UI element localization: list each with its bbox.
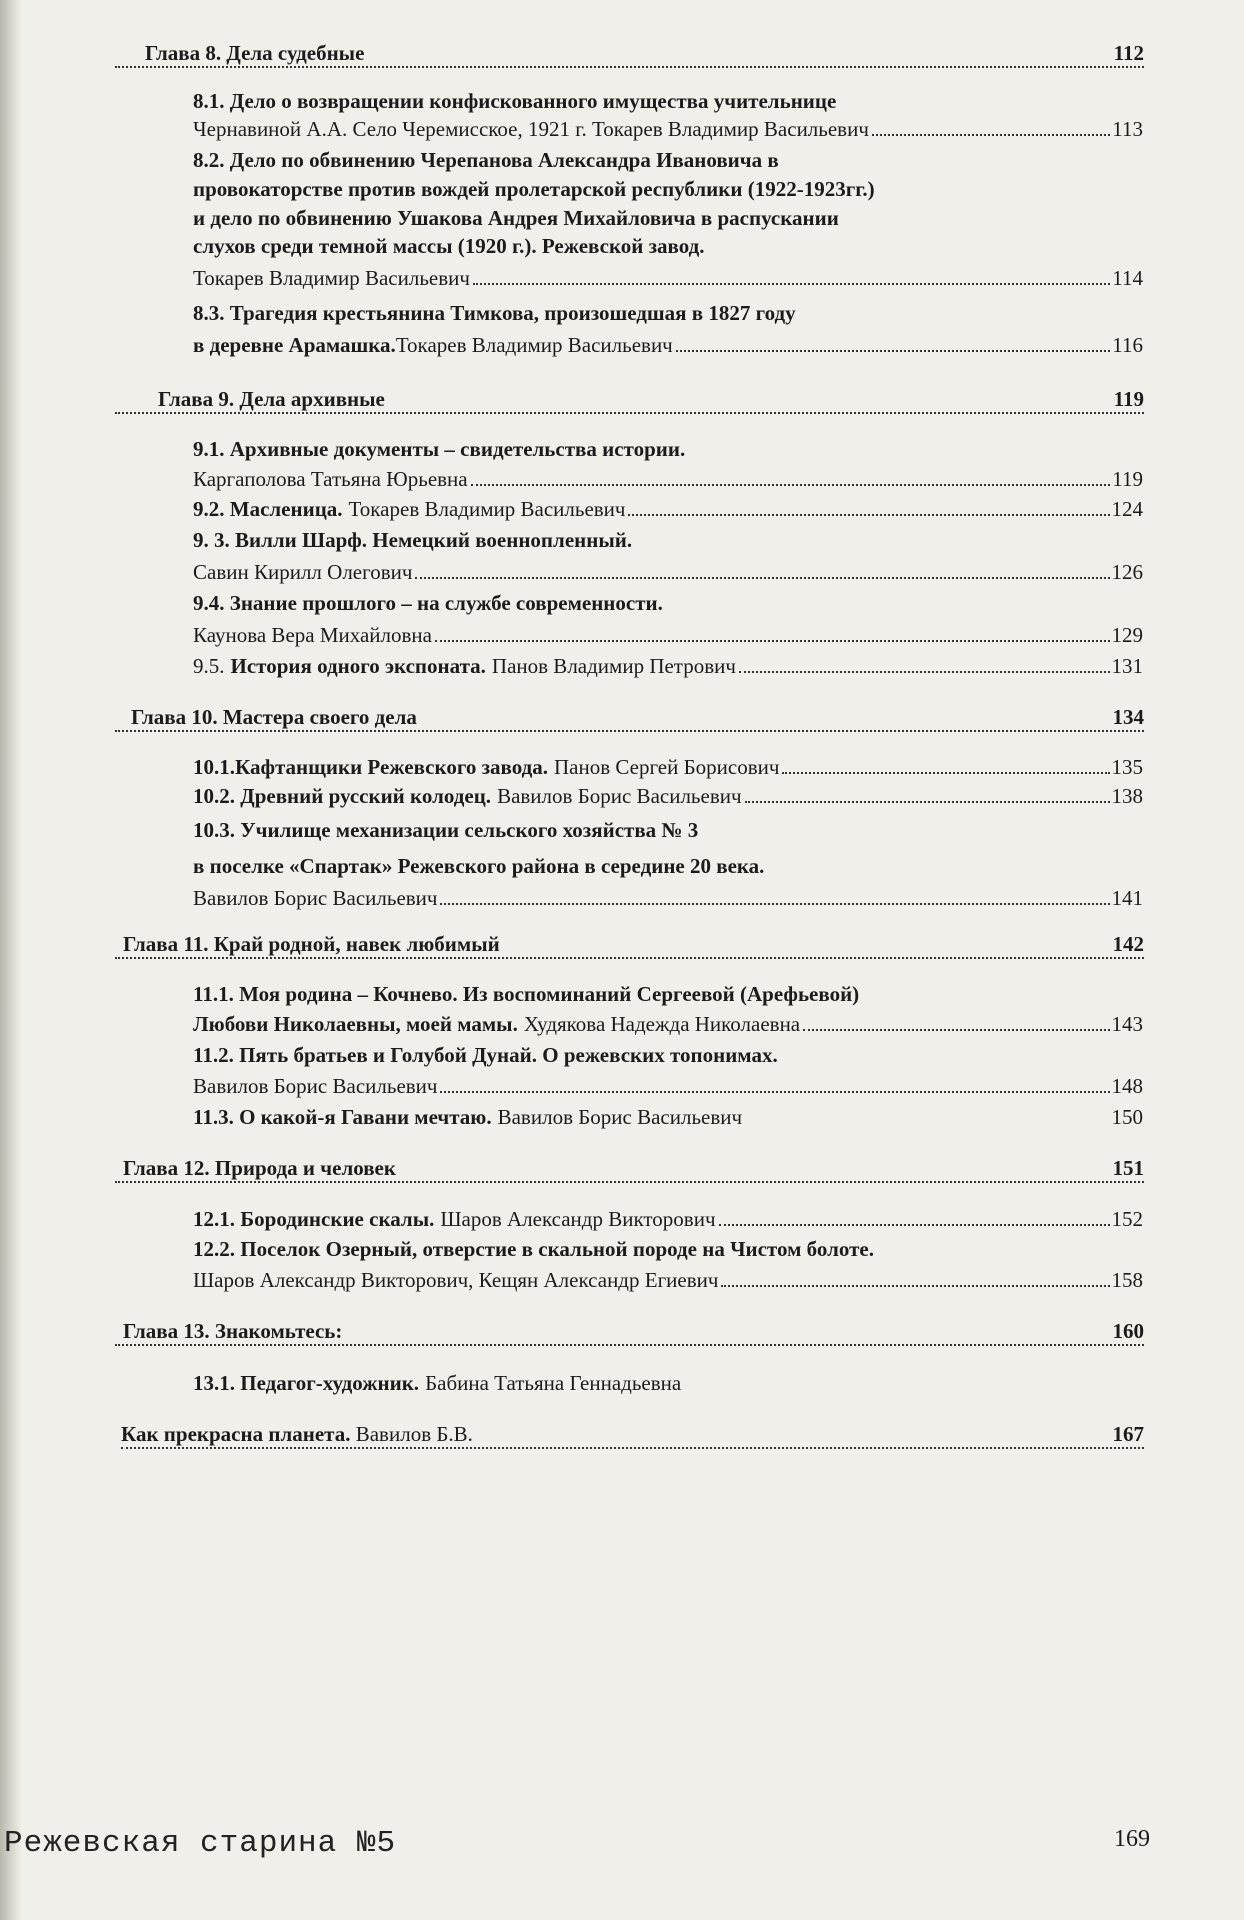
chapter-title: Глава 10. Мастера своего дела xyxy=(131,705,417,729)
toc-entry-13-1 xyxy=(193,1366,1143,1396)
entry-page: 126 xyxy=(1111,560,1143,584)
dot-leader xyxy=(471,484,1111,486)
chapter-page: 151 xyxy=(1112,1156,1144,1180)
chapter-page: 160 xyxy=(1112,1319,1144,1343)
entry-author: Вавилов Борис Васильевич xyxy=(497,1105,743,1129)
entry-page: 135 xyxy=(1111,755,1143,779)
toc-entry-9-3-line1 xyxy=(193,523,1143,553)
toc-entry-9-1-author xyxy=(193,462,1143,492)
entry-page: 138 xyxy=(1111,784,1143,808)
dot-leader xyxy=(440,1091,1109,1093)
chapter-title: Глава 8. Дела судебные xyxy=(145,41,365,65)
entry-title: История одного экспоната. xyxy=(230,654,486,678)
entry-page: 148 xyxy=(1111,1074,1143,1098)
entry-author: Шаров Александр Викторович xyxy=(440,1207,716,1231)
chapter-page: 119 xyxy=(1113,387,1144,411)
entry-page: 141 xyxy=(1111,886,1143,910)
chapter-page: 167 xyxy=(1112,1422,1144,1446)
entry-text: Чернавиной А.А. Село Черемисское, 1921 г. Токарев Владимир Васильевич xyxy=(193,117,869,141)
page-number: 169 xyxy=(1114,1826,1150,1852)
entry-title: 13.1. Педагог-художник. xyxy=(193,1371,420,1395)
entry-page: 116 xyxy=(1112,333,1143,357)
running-footer-title: Режевская старина №5 xyxy=(4,1826,397,1861)
entry-page: 131 xyxy=(1111,654,1143,678)
dot-leader xyxy=(676,350,1111,352)
entry-title: Любови Николаевны, моей мамы. xyxy=(193,1012,518,1036)
toc-entry-10-2 xyxy=(193,779,1143,809)
chapter-title: Глава 13. Знакомьтесь: xyxy=(123,1319,343,1343)
toc-entry-9-1-line1 xyxy=(193,432,1143,462)
entry-author: Савин Кирилл Олегович xyxy=(193,560,413,584)
entry-page: 152 xyxy=(1111,1207,1143,1231)
dot-leader xyxy=(872,134,1110,136)
toc-entry-10-3-line1 xyxy=(193,813,1143,843)
entry-title: 9.1. Архивные документы – свидетельства истории. xyxy=(193,437,686,461)
entry-title: 10.1.Кафтанщики Режевского завода. xyxy=(193,755,548,779)
entry-title: и дело по обвинению Ушакова Андрея Михайловича в распускании xyxy=(193,206,839,230)
dot-leader xyxy=(415,577,1109,579)
toc-entry-9-4-author xyxy=(193,618,1143,648)
chapter-page: 112 xyxy=(1113,41,1144,65)
entry-author: Каргаполова Татьяна Юрьевна xyxy=(193,467,468,491)
toc-entry-12-2-author xyxy=(193,1263,1143,1293)
entry-title: в деревне Арамашка. xyxy=(193,333,396,357)
final-entry-author: Вавилов Б.В. xyxy=(355,1422,473,1446)
entry-title: 8.2. Дело по обвинению Черепанова Александра Ивановича в xyxy=(193,148,779,172)
entry-page: 143 xyxy=(1111,1012,1143,1036)
final-entry-text xyxy=(121,1422,473,1447)
dot-leader xyxy=(721,1285,1109,1287)
entry-title: 11.2. Пять братьев и Голубой Дунай. О режевских топонимах. xyxy=(193,1043,778,1067)
entry-title: в поселке «Спартак» Режевского района в середине 20 века. xyxy=(193,854,765,878)
entry-title: провокаторстве против вождей пролетарской республики (1922-1923гг.) xyxy=(193,177,875,201)
chapter-page: 134 xyxy=(1112,705,1144,729)
dot-leader xyxy=(739,671,1110,673)
entry-page: 119 xyxy=(1112,467,1143,491)
toc-entry-8-1-line2 xyxy=(193,112,1143,142)
toc-entry-9-4-line1 xyxy=(193,586,1143,616)
entry-author: Вавилов Борис Васильевич xyxy=(497,784,742,808)
entry-title: 9.2. Масленица. xyxy=(193,497,343,521)
entry-title: 10.3. Училище механизации сельского хозяйства № 3 xyxy=(193,818,699,842)
toc-entry-12-1 xyxy=(193,1202,1143,1232)
entry-author: Вавилов Борис Васильевич xyxy=(193,886,438,910)
toc-entry-9-3-author xyxy=(193,555,1143,585)
entry-title: 9.4. Знание прошлого – на службе современности. xyxy=(193,591,663,615)
toc-entry-8-2-line4 xyxy=(193,229,1143,259)
entry-title: 8.1. Дело о возвращении конфискованного имущества учительнице xyxy=(193,89,837,113)
chapter-10-heading xyxy=(115,700,1144,732)
entry-page: 114 xyxy=(1112,266,1143,290)
entry-title: 9. 3. Вилли Шарф. Немецкий военнопленный. xyxy=(193,528,633,552)
dot-leader xyxy=(473,283,1110,285)
entry-title: 11.3. О какой-я Гавани мечтаю. xyxy=(193,1105,492,1129)
entry-page: 113 xyxy=(1112,117,1143,141)
entry-author: Шаров Александр Викторович, Кещян Александр Егиевич xyxy=(193,1268,719,1292)
entry-author: Токарев Владимир Васильевич xyxy=(395,333,673,357)
toc-entry-8-2-line2 xyxy=(193,172,1143,202)
dot-leader xyxy=(435,640,1110,642)
toc-entry-9-5 xyxy=(193,649,1143,679)
entry-author: Токарев Владимир Васильевич xyxy=(348,497,626,521)
final-entry-heading xyxy=(121,1417,1144,1449)
final-entry-title: Как прекрасна планета. xyxy=(121,1422,351,1446)
toc-entry-8-2-author xyxy=(193,261,1143,291)
chapter-9-heading xyxy=(115,382,1144,414)
chapter-title: Глава 11. Край родной, навек любимый xyxy=(123,932,500,956)
toc-entry-10-3-author xyxy=(193,881,1143,911)
entry-title: 10.2. Древний русский колодец. xyxy=(193,784,492,808)
dot-leader xyxy=(719,1224,1110,1226)
toc-entry-8-3-line1 xyxy=(193,296,1143,326)
entry-page: 124 xyxy=(1111,497,1143,521)
toc-entry-11-1-line2 xyxy=(193,1007,1143,1037)
dot-leader xyxy=(628,514,1109,516)
entry-author: Панов Владимир Петрович xyxy=(491,654,736,678)
entry-author: Токарев Владимир Васильевич xyxy=(193,266,470,290)
entry-author: Панов Сергей Борисович xyxy=(553,755,780,779)
chapter-title: Глава 9. Дела архивные xyxy=(158,387,385,411)
toc-entry-12-2-line1 xyxy=(193,1232,1143,1262)
toc-entry-11-1-line1 xyxy=(193,977,1143,1007)
entry-author: Бабина Татьяна Геннадьевна xyxy=(425,1371,682,1395)
chapter-13-heading xyxy=(115,1314,1144,1346)
toc-entry-8-2-line1 xyxy=(193,143,1143,173)
toc-entry-9-2 xyxy=(193,492,1143,522)
entry-title: 12.1. Бородинские скалы. xyxy=(193,1207,435,1231)
toc-entry-10-3-line2 xyxy=(193,849,1143,879)
entry-author: Худякова Надежда Николаевна xyxy=(523,1012,801,1036)
toc-entry-11-2-author xyxy=(193,1069,1143,1099)
dot-leader xyxy=(440,903,1109,905)
chapter-title: Глава 12. Природа и человек xyxy=(123,1156,396,1180)
entry-title: слухов среди темной массы (1920 г.). Режевской завод. xyxy=(193,234,705,258)
entry-number: 9.5. xyxy=(193,654,225,678)
toc-entry-8-3-line2 xyxy=(193,328,1143,358)
entry-title: 12.2. Поселок Озерный, отверстие в скальной породе на Чистом болоте. xyxy=(193,1237,874,1261)
dot-leader xyxy=(745,801,1110,803)
entry-author: Каунова Вера Михайловна xyxy=(193,623,432,647)
toc-entry-11-2-line1 xyxy=(193,1038,1143,1068)
chapter-11-heading xyxy=(115,927,1144,959)
chapter-12-heading xyxy=(115,1151,1144,1183)
toc-entry-8-2-line3 xyxy=(193,201,1143,231)
entry-page: 129 xyxy=(1111,623,1143,647)
entry-page: 158 xyxy=(1111,1268,1143,1292)
entry-page: 150 xyxy=(1111,1105,1143,1129)
entry-author: Вавилов Борис Васильевич xyxy=(193,1074,438,1098)
chapter-8-heading xyxy=(115,36,1144,68)
dot-leader xyxy=(803,1029,1109,1031)
dot-leader xyxy=(782,772,1109,774)
entry-title: 8.3. Трагедия крестьянина Тимкова, произошедшая в 1827 году xyxy=(193,301,796,325)
entry-title: 11.1. Моя родина – Кочнево. Из воспоминаний Сергеевой (Арефьевой) xyxy=(193,982,860,1006)
toc-entry-10-1 xyxy=(193,750,1143,780)
toc-entry-8-1-line1 xyxy=(193,84,1143,114)
chapter-page: 142 xyxy=(1112,932,1144,956)
toc-entry-11-3 xyxy=(193,1100,1143,1130)
